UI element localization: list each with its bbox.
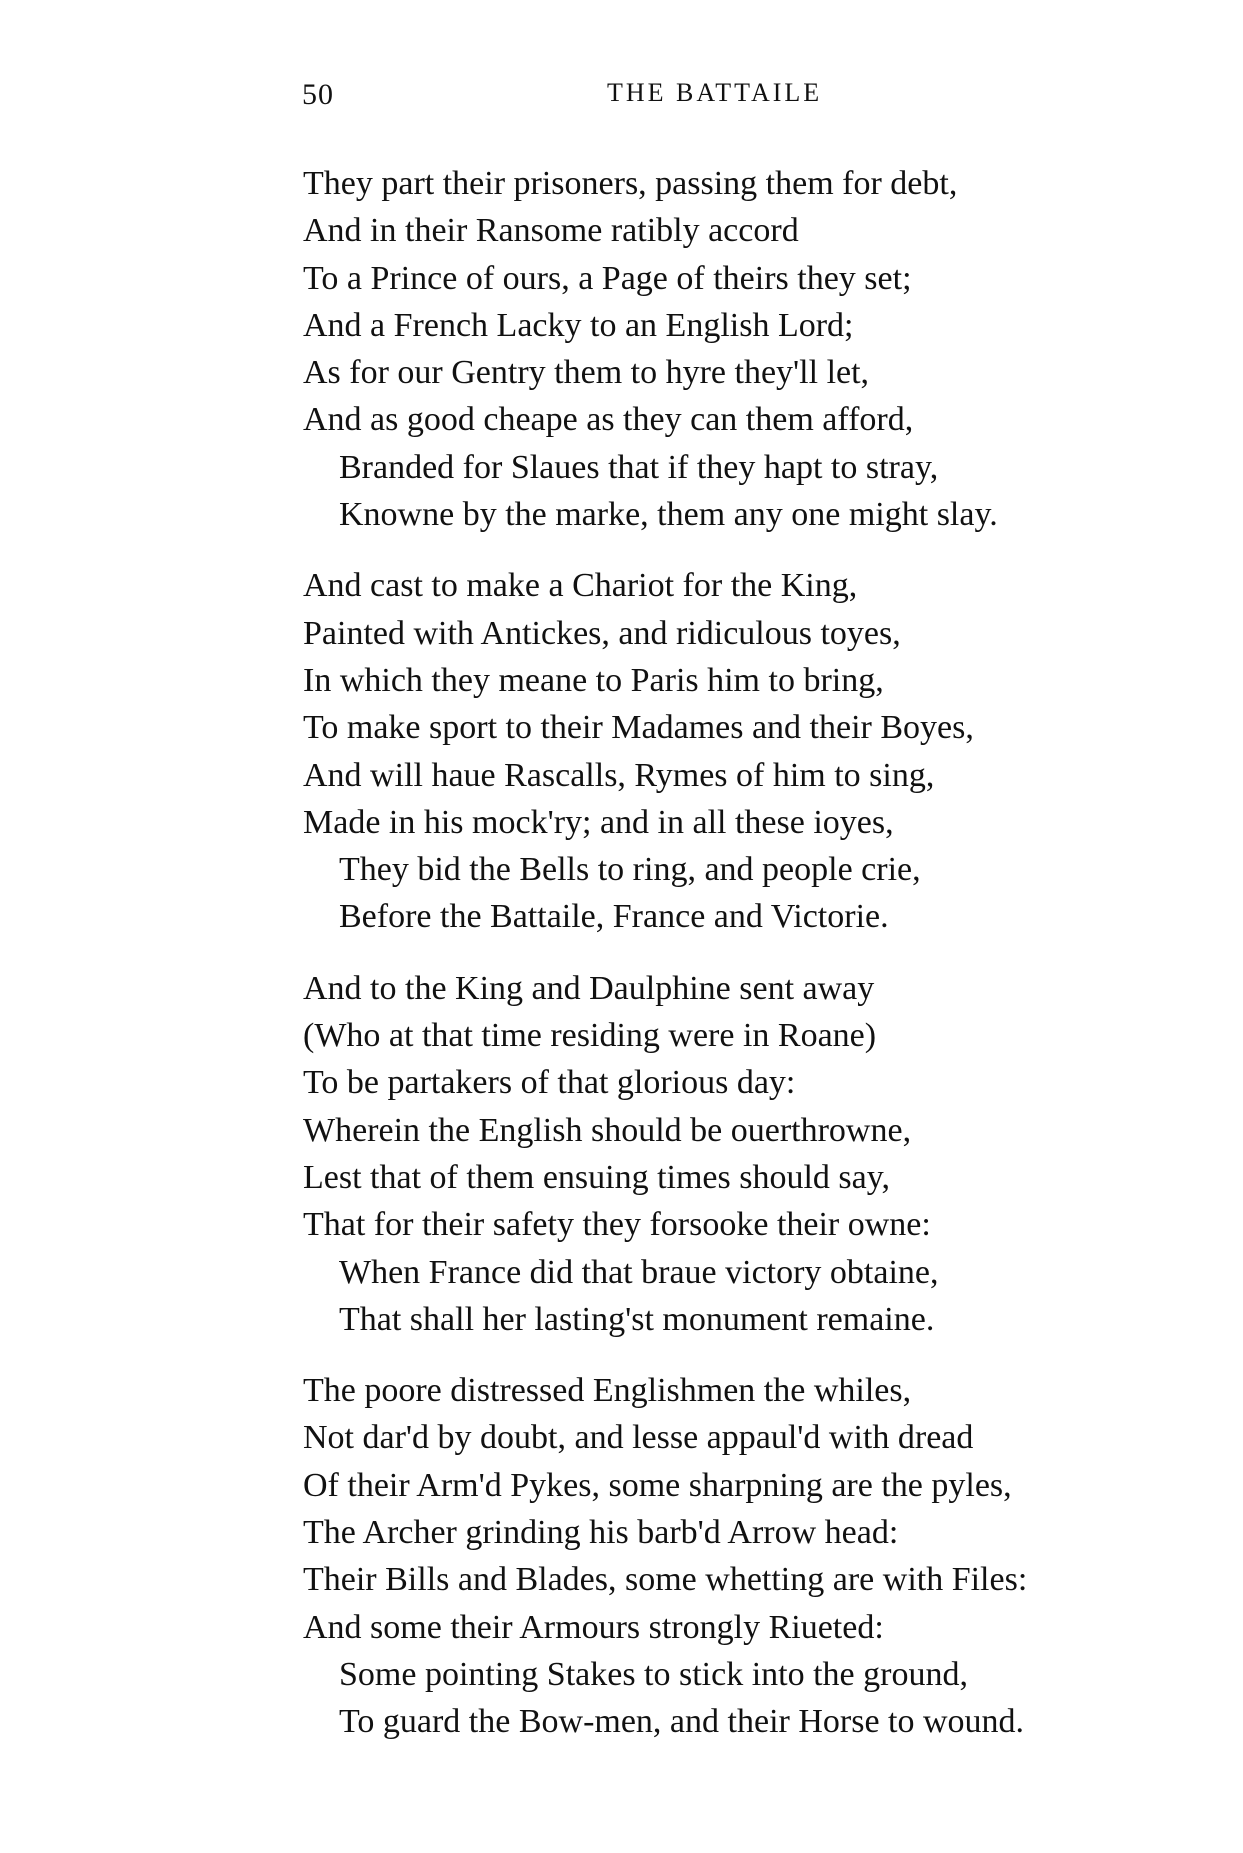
page-number: 50 [302,78,334,111]
poem-line: And as good cheape as they can them afford, [303,401,914,439]
poem-line-couplet: Some pointing Stakes to stick into the ground, [339,1655,968,1693]
page-header [302,78,1202,118]
poem-line: And some their Armours strongly Riueted: [303,1608,884,1646]
poem-line: And in their Ransome ratibly accord [303,212,799,250]
poem-line: Not dar'd by doubt, and lesse appaul'd with dread [303,1419,974,1457]
poem-line: And a French Lacky to an English Lord; [303,306,854,344]
poem-line-couplet: Branded for Slaues that if they hapt to stray, [339,448,939,486]
poem-line: (Who at that time residing were in Roane) [303,1017,877,1055]
stanza [303,965,1203,1343]
poem-line-couplet: When France did that braue victory obtaine, [339,1253,939,1291]
poem-line-couplet: Knowne by the marke, them any one might slay. [339,496,998,534]
running-title: THE BATTAILE [607,78,823,107]
poem-line: The Archer grinding his barb'd Arrow head: [303,1514,899,1552]
poem-line: The poore distressed Englishmen the whiles, [303,1372,912,1410]
stanza [303,1367,1203,1745]
poem-line-couplet: To guard the Bow-men, and their Horse to wound. [339,1703,1025,1741]
poem-line: As for our Gentry them to hyre they'll let, [303,354,870,392]
poem-line: Their Bills and Blades, some whetting are with Files: [303,1561,1028,1599]
poem-line: Made in his mock'ry; and in all these ioyes, [303,803,894,841]
poem-line: To make sport to their Madames and their Boyes, [303,709,974,747]
poem-line: Of their Arm'd Pykes, some sharpning are the pyles, [303,1466,1012,1504]
poem-line: To be partakers of that glorious day: [303,1064,796,1102]
poem-line: Wherein the English should be ouerthrowne, [303,1111,912,1149]
poem-line-couplet: They bid the Bells to ring, and people crie, [339,851,921,889]
stanza [303,562,1203,940]
poem-line: And to the King and Daulphine sent away [303,969,875,1007]
poem-line-couplet: Before the Battaile, France and Victorie. [339,898,889,936]
poem-line: Painted with Antickes, and ridiculous toyes, [303,614,901,652]
poem-line: And cast to make a Chariot for the King, [303,567,858,605]
poem-line: To a Prince of ours, a Page of theirs they set; [303,259,912,297]
poem-text [303,160,1203,1770]
poem-line: That for their safety they forsooke their owne: [303,1206,931,1244]
poem-line: Lest that of them ensuing times should say, [303,1158,891,1196]
stanza [303,160,1203,538]
poem-line: In which they meane to Paris him to bring, [303,661,884,699]
poem-line: And will haue Rascalls, Rymes of him to sing, [303,756,935,794]
poem-line-couplet: That shall her lasting'st monument remaine. [339,1300,935,1338]
poem-line: They part their prisoners, passing them for debt, [303,165,958,202]
